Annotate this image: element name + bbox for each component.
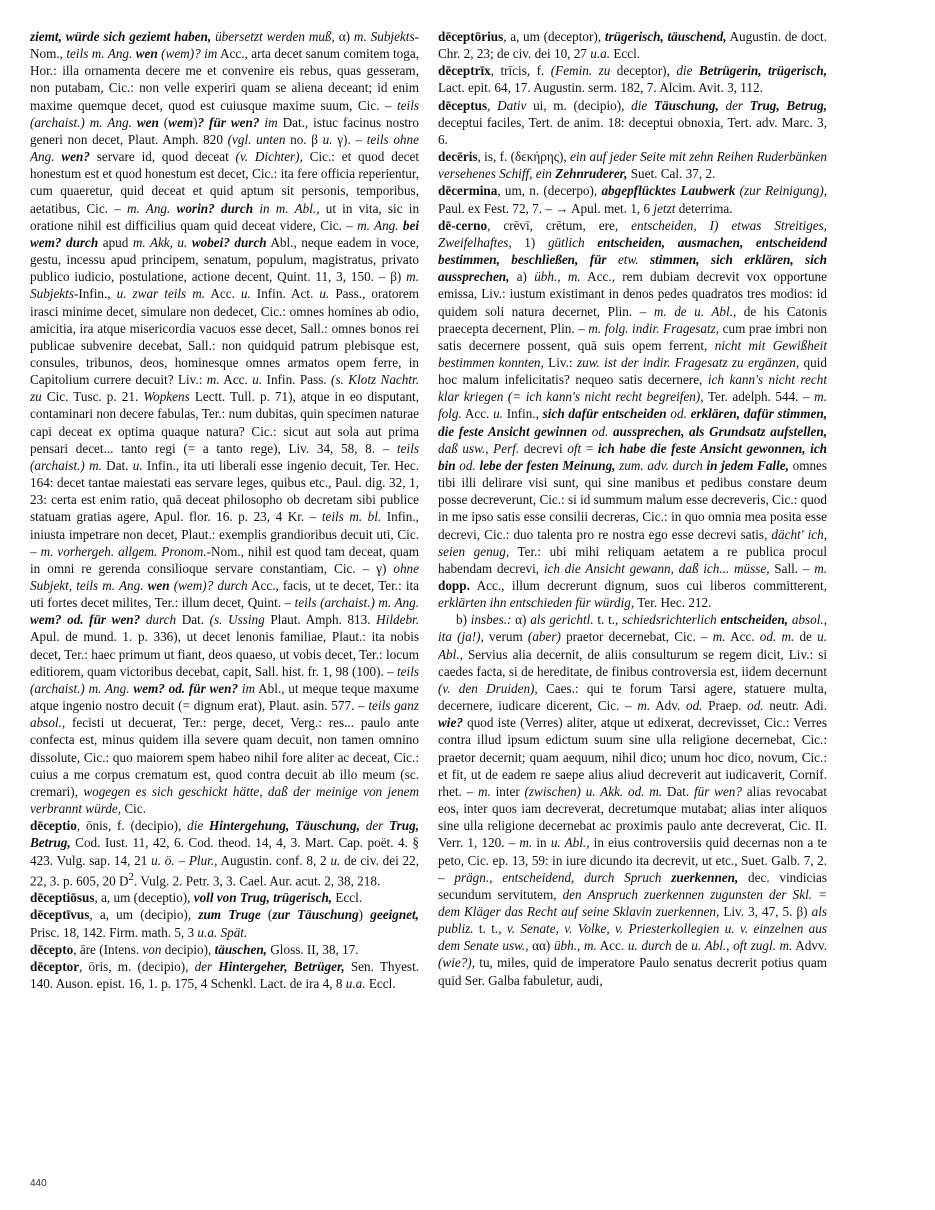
entry-deceptivus: dēceptīvus, a, um (decipio), zum Truge (zur Täuschung) geeignet, Prisc. 18, 142. Firm. math. 5, 3 u.a. Spät. <box>30 907 419 940</box>
entry-deceptiosus: dēceptiōsus, a, um (deceptio), voll von Trug, trügerisch, Eccl. <box>30 890 363 906</box>
left-column <box>30 28 419 1168</box>
page-number: 440 <box>30 1178 47 1189</box>
right-column <box>438 28 827 1168</box>
entry-decermina: dēcermina, um, n. (decerpo), abgepflücktes Laubwerk (zur Reinigung), Paul. ex Fest. 72, 7. – → Apul. met. 1, 6 jetzt deterrima. <box>438 183 827 216</box>
entry-deceptio: dēceptio, ōnis, f. (decipio), die Hintergehung, Täuschung, der Trug, Betrug, Cod. Iust. 11, 42, 6. Cod. theod. 14, 4, 3. Mart. Cap. poët. 4. § 423. Vulg. sap. 14, 21 u. ö. – Plur., Augustin. conf. 8, 2 u. de civ. dei 22, 22, 3. p. 605, 20 $D^2$. Vulg. 2. Petr. 3, 3. Cael. Aur. acut. 2, 38, 218. <box>30 818 419 889</box>
entry-decepto: dēcepto, āre (Intens. von decipio), täuschen, Gloss. II, 38, 17. <box>30 941 359 957</box>
entry-deceris: decēris, is, f. (δεκήρης), ein auf jeder Seite mit zehn Reihen Ruderbänken versehenes Schiff, ein Zehnruderer, Suet. Cal. 37, 2. <box>438 149 827 182</box>
entry-decerno: dē-cerno, crēvī, crētum, ere, entscheiden, I) etwas Streitiges, Zweifelhaftes, 1) gütlich entscheiden, ausmachen, entscheidend bestimmen, beschließen, für etw. stimmen, sich erklären, sich aussprechen, a) übh., m. Acc., rem dubiam decrevit vox opportune emissa, Liv.: iustum existimant in denos pedes quadratos tres modios: id quidem soli natura decernet, Plin. – m. de u. Abl., de his Catonis praecepta decernent, Plin. – m. folg. indir. Fragesatz, cum prae imbri non satis decernere possent, quā suis opem ferrent, nicht mit Gewißheit bestimmen konnten, Liv.: zuw. ist der indir. Fragesatz zu ergänzen, quid hoc malum infelicitatis? nequeo satis decernere, ich kann's nicht recht klar kriegen (= ich kann's nicht recht begreifen), Ter. adelph. 544. – m. folg. Acc. u. Infin., sich dafür entscheiden od. erklären, dafür stimmen, die feste Ansicht gewinnen od. aussprechen, als Grundsatz aufstellen, daß usw., Perf. decrevi oft = ich habe die feste Ansicht gewonnen, ich bin od. lebe der festen Meinung, zum. adv. durch in jedem Falle, omnes tibi illi delirare visi sunt, qui sine manibus et pedibus constare deum posse decreverunt, Cic.: si id summum malum esse decreveris, Cic.: quod in me ipso satis esse consilii decreras, Cic.: in quo omnia mea posita esse decrevi, Cic.: duo talenta pro re nostra ego esse decrevi satis, dächt' ich, seien genug, Ter.: ubi mihi reliquam aetatem a re publica procul habendam decrevi, ich die Ansicht gewann, daß ich... müsse, Sall. – m. dopp. Acc., illum decrerunt dignum, suos cui liberos committerent, erklärten ihn entschieden für würdig, Ter. Hec. 212. <box>438 217 827 611</box>
entry-deceptorius: dēceptōrius, a, um (deceptor), trügerisch, täuschend, Augustin. de doct. Chr. 2, 23; de civ. dei 10, 27 u.a. Eccl. <box>438 29 827 62</box>
entry-deceptor: dēceptor, ōris, m. (decipio), der Hintergeher, Betrüger, Sen. Thyest. 140. Auson. epist. 16, 1. p. 175, 4 Schenkl. Lact. de ira 4, 8 u.a. Eccl. <box>30 958 419 991</box>
entry-decet-continued: ziemt, würde sich geziemt haben, übersetzt werden muß, α) m. Subjekts-Nom., teils m. Ang. wen (wem)? im Acc., arta decet sanum comitem toga, Hor.: illa ornamenta decere me et convenire eis rebus, quas gesseram, non putabam, Cic.: non velle experiri quam se aliena deceant; id enim maxime quemque decet, quod est cuiusque maxime suum, Cic. – teils (archaist.) m. Ang. wen (wem)? für wen? im Dat., istuc facinus nostro generi non decet, Plaut. Amph. 820 (vgl. unten no. β u. γ). – teils ohne Ang. wen? servare id, quod deceat (v. Dichter), Cic.: et quod decet honestum est et quod honestum est decet, Cic.: ita fere officia reperientur, cum quaeretur, quid deceat et quid aptum sit personis, temporibus, aetatibus, Cic. – m. Ang. worin? durch in m. Abl., ut in vita, sic in oratione nihil est difficilius quam quid deceat videre, Cic. – m. Ang. bei wem? durch apud m. Akk, u. wobei? durch Abl., neque eadem in voce, gestu, incessu apud principem, senatum, populum, magistratus, privato publico iudicio, postulatione, actione decent, Quint. 11, 3, 150. – β) m. Subjekts-Infin., u. zwar teils m. Acc. u. Infin. Act. u. Pass., oratorem irasci minime decet, simulare non dedecet, Cic.: omnes homines ab odio, amicitia, ira atque misericordia vacuos esse decet, Sall.: omnes bonos rei publicae subvenire decebat, Sall.: non quidquid patrum plebisque est, consules, tribunos, deos, hominesque omnes armatos opem ferre, in Capitolium currere decuit? Liv.: m. Acc. u. Infin. Pass. (s. Klotz Nachtr. zu Cic. Tusc. p. 21. Wopkens Lectt. Tull. p. 71), atque in eo disputant, contaminari non decere fabulas, Ter.: num dubitas, quin specimen naturae capi deceat ex optima quaque natura? Cic.: sicut aut sola aut prima pensari decet... tanto regi (= a tanto rege), Liv. 34, 58, 8. – teils (archaist.) m. Dat. u. Infin., ita uti liberali esse ingenio decuit, Ter. Hec. 164: decet tantae maiestati eas servare leges, quibus etc., Paul. dig. 32, 1, 23: certa est enim ratio, quā deceat philosopho ob decretam sibi publice statuam gratias agere, Apul. flor. 16. p. 23, 4 Kr. – teils m. bl. Infin., iniusta impetrare non decet, Plaut.: exemplis grandioribus decuit uti, Cic. – m. vorhergeh. allgem. Pronom.-Nom., nihil est quod tam deceat, quam in omni re gerenda consilioque servare constantiam, Cic. – γ) ohne Subjekt, teils m. Ang. wen (wem)? durch Acc., facis, ut te decet, Ter.: ita uti fortes decet milites, Ter.: illum decet, Quint. – teils (archaist.) m. Ang. wem? od. für wen? durch Dat. (s. Ussing Plaut. Amph. 813. Hildebr. Apul. de mund. 1. p. 336), ut decet lenonis familiae, Plaut.: ita nobis decet, Ter.: haec primum ut fiant, deos quaeso, ut vobis decet, Ter.: locum editiorem, quam victoribus decebat, capit, Sall. hist. fr. 1, 98 (100). – teils (archaist.) m. Ang. wem? od. für wen? im Abl., ut meque teque maxume atque ingenio nostro decuit (= dignum erat), Plaut. asin. 577. – teils ganz absol., fecisti ut decuerat, Ter.: perge, decet, Verg.: res... paulo ante confecta est, minus quidem illa severe quam decuit, non tamen omnino dissolute, Cic.: quo maiorem spem habeo nihil fore aliter ac deceat, Cic.: cuius a me corpus crematum est, quod contra decuit ab illo meum (sc. cremari), wogegen es sich geschickt hätte, daß der meinige von jenem verbrannt würde, Cic. <box>30 29 419 817</box>
entry-deceptrix: dēceptrīx, trīcis, f. (Femin. zu deceptor), die Betrügerin, trügerisch, Lact. epit. 64, 17. Augustin. serm. 182, 7. Alcim. Avit. 3, 112. <box>438 63 827 96</box>
entry-deceptus: dēceptus, Dativ ui, m. (decipio), die Täuschung, der Trug, Betrug, deceptui faciles, Tert. de anim. 18: deceptui obnoxia, Tert. adv. Marc. 3, 6. <box>438 97 827 147</box>
entry-decerno-section-b: b) insbes.: α) als gerichtl. t. t., schiedsrichterlich entscheiden, absol., ita (ja!), verum (aber) praetor decernebat, Cic. – m. Acc. od. m. de u. Abl., Servius alia decernit, de aliis consulturum se regem dicit, Liv.: si caedes facta, si de hereditate, de finibus controversia est, iidem decernunt (v. den Druiden), Caes.: qui te forum Tarsi agere, statuere multa, decernere, iudicare dicerent, Cic. – m. Adv. od. Praep. od. neutr. Adi. wie? quod iste (Verres) aliter, atque ut edixerat, decrevisset, Cic.: Verres contra illud ipsum edictum suum sine ulla religione decernebat, Cic.: praetor decernit; quam aequum, nihil dico; unum hoc dico, novum, Cic.: et fit, ut de eadem re saepe alius aliud decreverit aut iudicaverit, Cornif. rhet. – m. inter (zwischen) u. Akk. od. m. Dat. für wen? alias revocabat eos, inter quos iam decreverat, decretumque mutabat; alias inter aliquos sine ulla religione decernebat ac proximis paulo ante decreverat, Cic. II. Verr. 1, 120. – m. in u. Abl., in eius controversiis quid decernas non a te peto, Cic. ep. 13, 59: in iure dicundo ita decrevit, ut etc., Suet. Galb. 7, 2. – prägn., entscheidend, durch Spruch zuerkennen, dec. vindicias secundum servitutem, den Anspruch zuerkennen zugunsten der Skl. = dem Kläger das Recht auf seine Sklavin zuerkennen, Liv. 3, 47, 5. β) als publiz. t. t., v. Senate, v. Volke, v. Priesterkollegien u. v. einzelnen aus dem Senate usw., αα) übh., m. Acc. u. durch de u. Abl., oft zugl. m. Advv. (wie?), tu, miles, quid de imperatore Paulo senatus decrerit potius quam quid Ser. Galba fabuletur, audi, <box>438 612 827 988</box>
